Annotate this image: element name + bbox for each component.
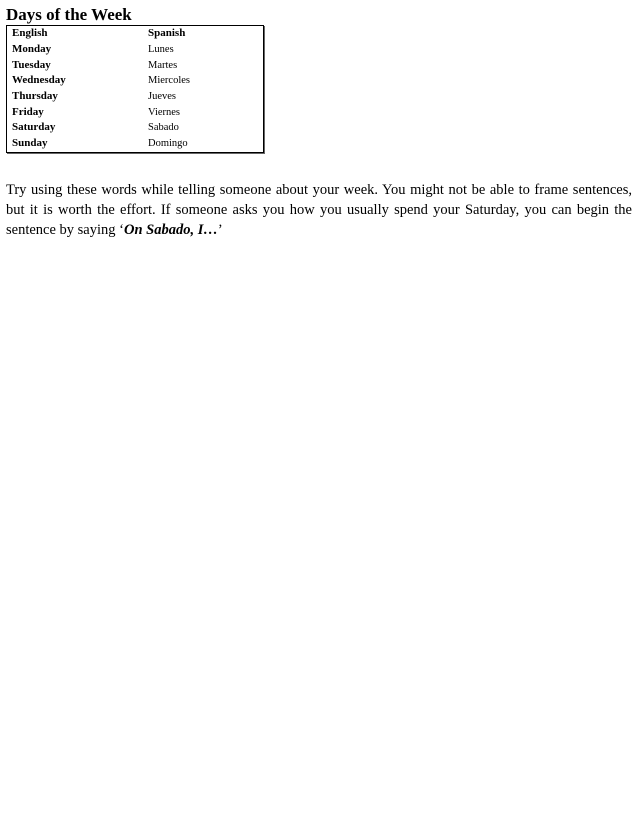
table-row xyxy=(7,89,264,105)
spanish-day: Martes xyxy=(148,59,178,71)
english-day: Sunday xyxy=(12,137,48,150)
spanish-day: Domingo xyxy=(148,138,188,150)
example-phrase: On Sabado, I… xyxy=(123,222,218,238)
page-title: Days of the Week xyxy=(6,5,132,24)
spanish-day: Sabado xyxy=(148,122,179,134)
table-row xyxy=(7,104,264,120)
table-row xyxy=(7,73,264,89)
spanish-day: Viernes xyxy=(148,106,181,118)
english-day: Saturday xyxy=(12,121,56,134)
closing-quote-mark: ’ xyxy=(217,222,223,238)
table-row xyxy=(7,120,264,136)
column-header-spanish: Spanish xyxy=(148,27,186,40)
table-row xyxy=(7,57,264,73)
table-row xyxy=(7,42,264,58)
english-day: Friday xyxy=(12,105,44,118)
paragraph-text: Try using these words while telling someone about your week. You might not be able to frame sentences, but it is worth the effort. If someone asks you how you usually spend your Saturday, you can begin the sentence by saying ‘ xyxy=(6,182,632,238)
column-header-english: English xyxy=(12,27,48,40)
english-day: Tuesday xyxy=(12,58,51,71)
spanish-day: Jueves xyxy=(148,91,176,103)
english-day: Monday xyxy=(12,43,52,56)
spanish-day: Lunes xyxy=(148,44,174,56)
table-row xyxy=(7,136,264,152)
days-vocabulary-table xyxy=(6,25,264,153)
table-header-row xyxy=(7,26,264,42)
spanish-day: Miercoles xyxy=(148,75,190,87)
english-day: Wednesday xyxy=(12,74,66,87)
english-day: Thursday xyxy=(12,90,58,103)
usage-tip-paragraph xyxy=(6,180,632,240)
